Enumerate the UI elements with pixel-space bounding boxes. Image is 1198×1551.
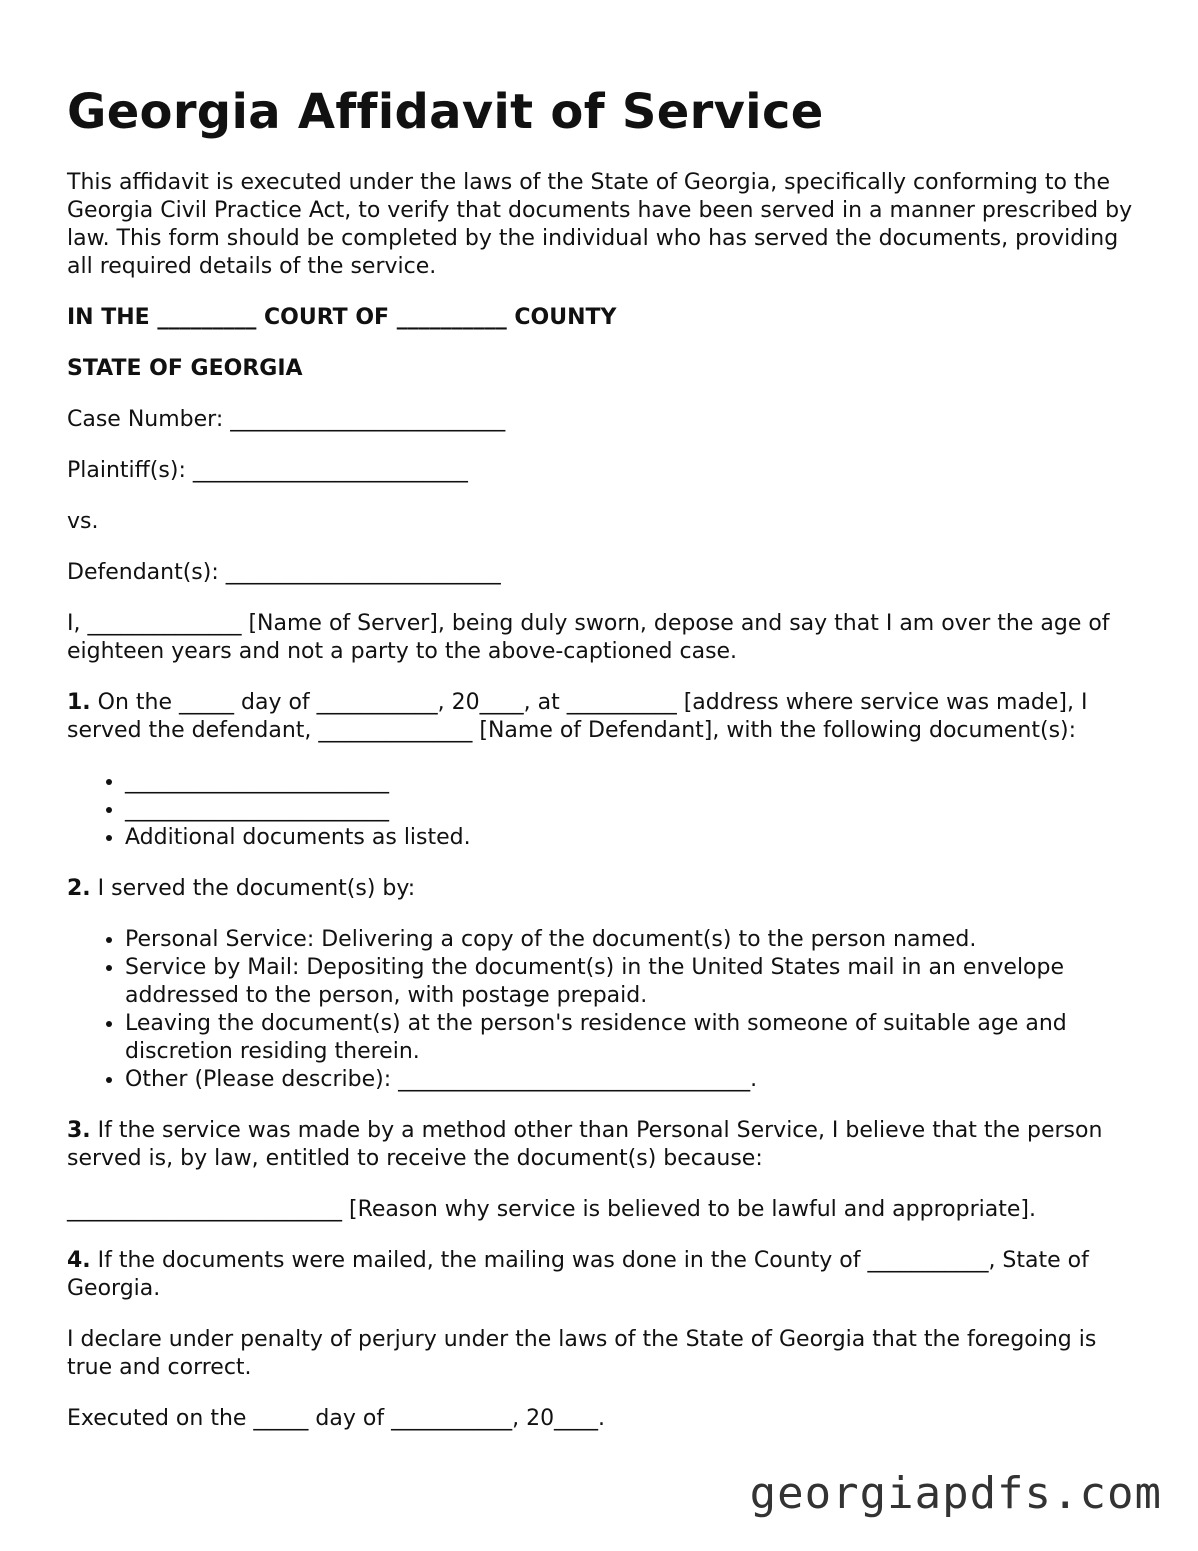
executed-line: Executed on the _____ day of ___________, 20____.: [67, 1406, 606, 1431]
section-3-text: If the service was made by a method other than Personal Service, I believe that the person served is, by law, entitled to receive the document(s) because:: [67, 1118, 1103, 1171]
page-title: Georgia Affidavit of Service: [67, 84, 824, 140]
perjury-statement: I declare under penalty of perjury under the laws of the State of Georgia that the foregoing is true and correct.: [67, 1327, 1097, 1380]
section-2-text: I served the document(s) by:: [90, 876, 416, 901]
list-item: • ________________________: [125, 768, 1142, 796]
service-method-list: [67, 926, 1142, 1094]
list-item: • Additional documents as listed.: [125, 824, 1142, 852]
document-page: [67, 80, 1142, 1456]
section-4: [67, 1247, 1142, 1303]
section-2: [67, 875, 1142, 903]
intro-paragraph: This affidavit is executed under the laws of the State of Georgia, specifically conforming to the Georgia Civil Practice Act, to verify that documents have been served in a manner prescribed by law. This form should be completed by the individual who has served the documents, providing all required details of the service.: [67, 170, 1133, 279]
server-declaration: I, ______________ [Name of Server], being duly sworn, depose and say that I am over the age of eighteen years and not a party to the above-captioned case.: [67, 611, 1110, 664]
document-list: [67, 768, 1142, 852]
court-caption: IN THE _________ COURT OF __________ COUNTY: [67, 305, 617, 330]
case-number-field: Case Number: _________________________: [67, 407, 506, 432]
vs-text: vs.: [67, 509, 99, 534]
list-item: • Leaving the document(s) at the person's residence with someone of suitable age and discretion residing therein.: [125, 1010, 1142, 1066]
plaintiffs-field: Plaintiff(s): _________________________: [67, 458, 468, 483]
section-2-number: 2.: [67, 876, 91, 901]
list-item: • Personal Service: Delivering a copy of the document(s) to the person named.: [125, 926, 1142, 954]
state-caption: STATE OF GEORGIA: [67, 356, 303, 381]
section-3: [67, 1117, 1142, 1173]
watermark: georgiapdfs.com: [749, 1468, 1162, 1519]
section-4-number: 4.: [67, 1248, 91, 1273]
list-item: • ________________________: [125, 796, 1142, 824]
section-1-text: On the _____ day of ___________, 20____, at __________ [address where service was made], I served the defendant, ______________ [Name of Defendant], with the following document(s):: [67, 690, 1088, 743]
section-3-reason: _________________________ [Reason why service is believed to be lawful and appropriate].: [67, 1197, 1036, 1222]
section-1-number: 1.: [67, 690, 91, 715]
defendants-field: Defendant(s): _________________________: [67, 560, 501, 585]
section-3-number: 3.: [67, 1118, 91, 1143]
list-item: • Service by Mail: Depositing the document(s) in the United States mail in an envelope addressed to the person, with postage prepaid.: [125, 954, 1142, 1010]
section-4-text: If the documents were mailed, the mailing was done in the County of ___________, State of Georgia.: [67, 1248, 1089, 1301]
section-1: [67, 689, 1142, 745]
list-item: • Other (Please describe): ________________________________.: [125, 1066, 1142, 1094]
